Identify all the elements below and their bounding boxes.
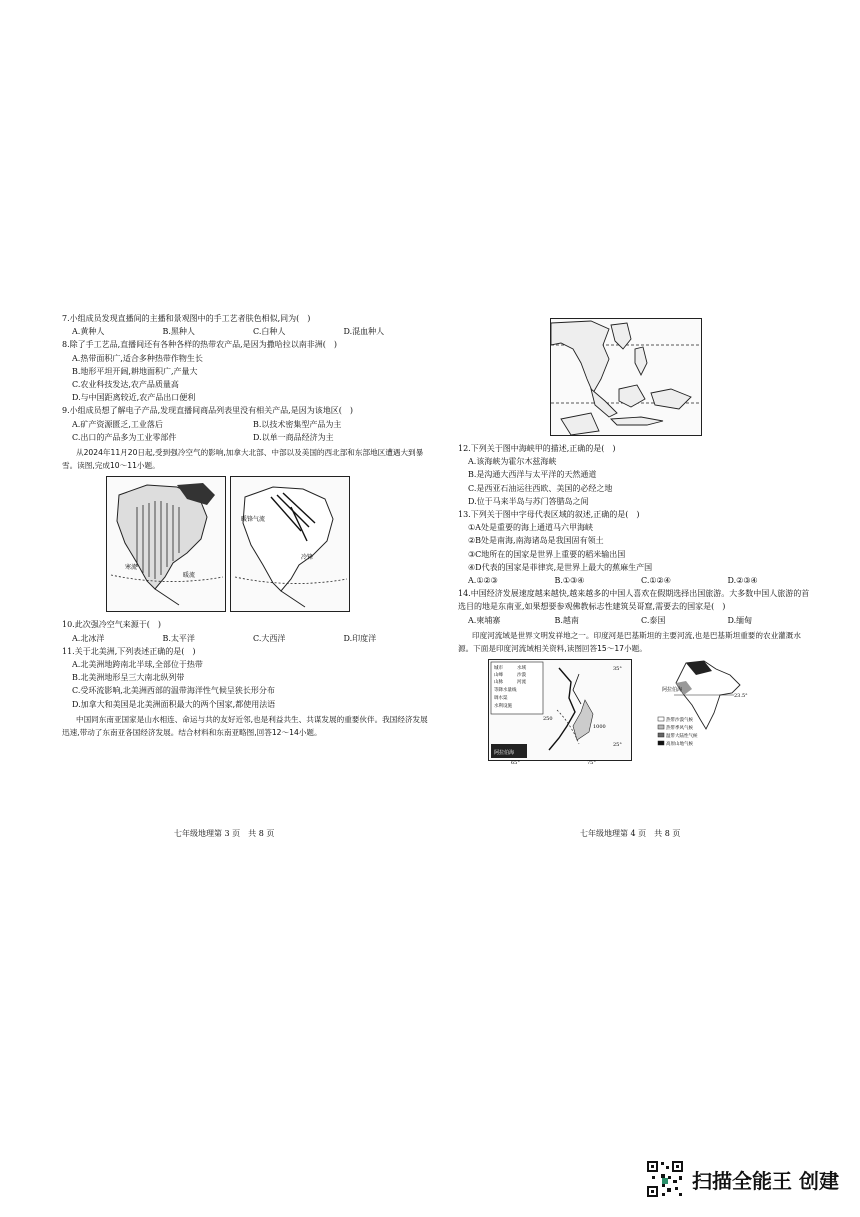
map-label: 暖锋气流 [241,516,266,524]
north-america-map-left [106,476,226,612]
option: A.①②③ [468,576,498,586]
option: C.是西亚石油运往西欧、美国的必经之地 [468,483,613,493]
map-label: 1000 [593,724,606,731]
left-page [62,312,434,741]
option: C.出口的产品多为工业零部件 [72,432,177,442]
option: C.泰国 [641,615,666,625]
statement: ④D代表的国家是菲律宾,是世界上最大的蕉麻生产国 [468,562,653,572]
north-america-map-right-figure [231,477,349,611]
option: D.印度洋 [343,633,377,643]
legend-item: 城市 [494,666,503,672]
right-page-footer: 七年级地理第 4 页 共 8 页 [580,829,681,838]
legend-item: 山峰 [494,673,503,679]
option: D.以单一商品经济为主 [253,432,334,442]
qr-code-icon [646,1160,684,1198]
question-8-stem: 8.除了手工艺品,直播间还有各种各样的热带农产品,是因为撒哈拉以南非洲( ) [62,340,337,350]
statement: ①A处是重要的海上通道马六甲海峡 [468,523,593,533]
map-label: 冷锋 [301,554,314,562]
option: B.太平洋 [162,633,195,643]
legend-item: 热带沙漠气候 [666,718,693,724]
question-9-stem: 9.小组成员想了解电子产品,发现直播间商品列表里没有相关产品,是因为该地区( ) [62,406,353,416]
north-america-map-right [230,476,350,612]
question-9-options-row2 [72,431,434,444]
option: A.北美洲地跨南北半球,全部位于热带 [72,660,203,670]
question-12-stem: 12.下列关于图中海峡甲的描述,正确的是( ) [458,444,616,453]
option: A.该海峡为霍尔木兹海峡 [468,457,557,467]
question-13-options [468,574,814,587]
legend-item: 等降水量线 [494,688,517,694]
option: B.黑种人 [162,327,195,337]
india-climate-map-figure [654,659,754,759]
intro-10-11: 从2024年11月20日起,受到强冷空气的影响,加拿大北部、中部以及美国的西北部和东部地区遭遇大到暴雪。读图,完成10～11小题。 [62,448,424,471]
option: B.是沟通大西洋与太平洋的天然通道 [468,470,597,480]
map-label: 250 [543,716,553,723]
intro-15-17: 印度河流域是世界文明发祥地之一。印度河是巴基斯坦的主要河流,也是巴基斯坦重要的农业灌溉水源。下面是印度河流域相关资料,读图回答15～17小题。 [458,630,801,654]
option: D.与中国距离较近,农产品出口便利 [72,393,196,403]
question-14-stem: 14.中国经济发展速度越来越快,越来越多的中国人喜欢在假期选择出国旅游。大多数中国人旅游的首选目的地是东南亚,如果想要参观佛教标志性建筑吴哥窟,需要去的国家是( ) [458,589,810,612]
intro-12-14: 中国同东南亚国家是山水相连、命运与共的友好近邻,也是利益共生、共谋发展的重要伙伴。我国经济发展迅速,带动了东南亚各国经济发展。结合材料和东南亚略图,回答12～14小题。 [62,714,428,738]
map-label: 阿拉伯海 [662,687,683,694]
north-america-maps [106,476,434,612]
option: C.大西洋 [253,633,286,643]
southeast-asia-map-figure [551,319,701,435]
option: A.北冰洋 [72,633,105,643]
right-page [458,318,814,767]
indus-basin-map [488,659,632,767]
indus-basin-map-figure [489,660,631,760]
option: A.热带面积广,适合多种热带作物生长 [72,353,203,363]
indus-maps [488,659,814,767]
option: B.地形平坦开阔,耕地面积广,产量大 [72,366,198,376]
option: B.越南 [554,615,579,625]
legend-item: 高原山地气候 [666,742,693,748]
option: D.②③④ [727,576,758,586]
north-america-map-left-figure [107,477,225,611]
legend-item: 山脉 [494,680,503,686]
legend-item: 热带季风气候 [666,726,693,732]
map-label: 暖流 [183,572,196,580]
option: B.①③④ [554,576,585,586]
question-7-stem: 7.小组成员发现直播间的主播和景观图中的手工艺者肤色相似,同为( ) [62,314,311,323]
map-label: 寒流 [125,564,138,572]
question-10-stem: 10.此次强冷空气来源于( ) [62,620,161,630]
scanner-watermark [646,1160,839,1198]
option: A.矿产资源匮乏,工业落后 [72,419,163,429]
question-10-options [72,632,434,645]
map-label: 75° [587,760,596,767]
legend-item: 水利设施 [494,704,512,710]
map-label: 65° [511,760,520,767]
map-label: 23.5° [734,693,748,700]
left-page-footer: 七年级地理第 3 页 共 8 页 [174,829,275,838]
option: C.受环流影响,北美洲西部的温带海洋性气候呈狭长形分布 [72,686,275,696]
southeast-asia-map [550,318,702,436]
question-14-options [468,614,814,627]
option: C.①②④ [641,576,671,586]
statement: ③C地所在的国家是世界上重要的稻米输出国 [468,549,626,559]
legend-item: 沙漠 [517,673,526,679]
legend-item: 水域 [517,666,526,672]
question-9-options-row1 [72,418,434,431]
option: B.北美洲地形呈三大南北纵列带 [72,673,185,683]
map-label: 35° [613,666,622,673]
option: A.柬埔寨 [468,615,501,625]
option: C.白种人 [253,327,286,337]
question-13-stem: 13.下列关于图中字母代表区域的叙述,正确的是( ) [458,510,640,520]
option: A.黄种人 [72,327,105,337]
option: D.位于马来半岛与苏门答腊岛之间 [468,496,589,506]
map-label: 25° [613,742,622,749]
question-11-stem: 11.关于北美洲,下列表述正确的是( ) [62,646,196,656]
legend-item: 温带大陆性气候 [666,734,698,740]
option: D.混血种人 [343,327,385,337]
map-label: 阿拉伯海 [494,750,515,757]
option: D.缅甸 [727,615,753,625]
legend-item: 调水渠 [494,696,508,702]
india-climate-map [654,659,754,759]
question-7-options [72,325,434,338]
option: C.农业科技发达,农产品质量高 [72,380,179,390]
legend-item: 河流 [517,680,526,686]
statement: ②B处是南海,南海诸岛是我国固有领土 [468,536,604,546]
option: D.加拿大和美国是北美洲面积最大的两个国家,都使用法语 [72,699,276,709]
scanner-brand-label: 扫描全能王 创建 [692,1168,839,1193]
option: B.以技术密集型产品为主 [253,419,342,429]
